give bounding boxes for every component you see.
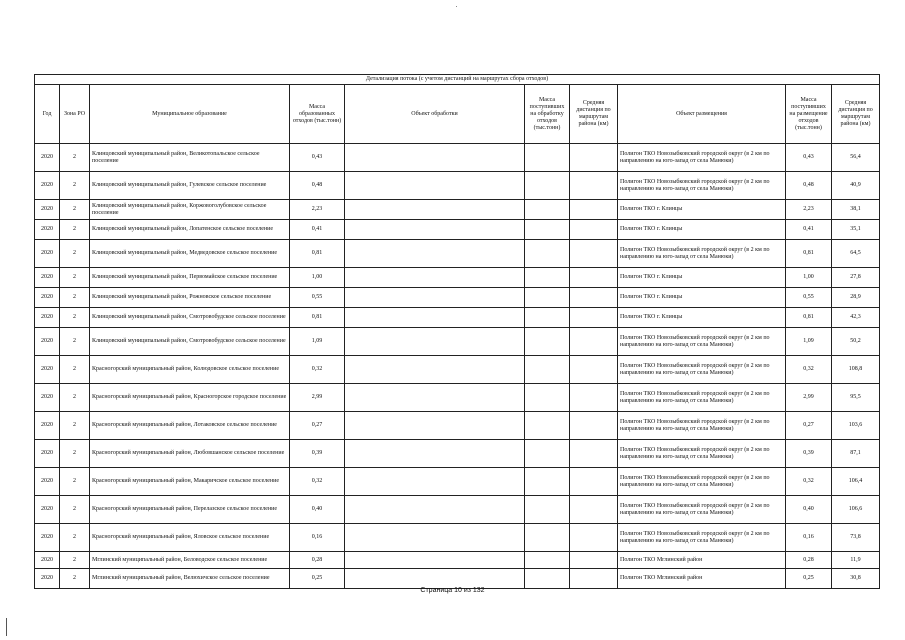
cell-mass-to-placement: 0,40 <box>786 496 832 524</box>
cell-year: 2020 <box>35 328 60 356</box>
cell-zone: 2 <box>60 496 90 524</box>
table-row <box>35 240 880 268</box>
cell-avg-distance-placement: 108,8 <box>832 356 880 384</box>
table-row <box>35 288 880 308</box>
cell-year: 2020 <box>35 172 60 200</box>
cell-mass-to-processing <box>525 552 570 569</box>
cell-year: 2020 <box>35 144 60 172</box>
cell-mass-generated: 2,23 <box>290 200 345 220</box>
header-zone: Зона РО <box>60 85 90 144</box>
cell-avg-distance-processing <box>570 356 618 384</box>
cell-avg-distance-placement: 103,6 <box>832 412 880 440</box>
cell-year: 2020 <box>35 552 60 569</box>
cell-placement-object: Полигон ТКО Новозыбковский городской округ (в 2 км по направлению на юго-запад от села Манюки) <box>618 384 786 412</box>
cell-placement-object: Полигон ТКО Новозыбковский городской округ (в 2 км по направлению на юго-запад от села Манюки) <box>618 412 786 440</box>
cell-placement-object: Полигон ТКО Новозыбковский городской округ (в 2 км по направлению на юго-запад от села Манюки) <box>618 328 786 356</box>
cell-zone: 2 <box>60 569 90 589</box>
cell-municipality: Красногорский муниципальный район, Колюдовское сельское поселение <box>90 356 290 384</box>
cell-year: 2020 <box>35 200 60 220</box>
cell-mass-to-processing <box>525 468 570 496</box>
cell-mass-to-placement: 0,27 <box>786 412 832 440</box>
cell-zone: 2 <box>60 220 90 240</box>
cell-placement-object: Полигон ТКО Новозыбковский городской округ (в 2 км по направлению на юго-запад от села Манюки) <box>618 240 786 268</box>
cell-zone: 2 <box>60 172 90 200</box>
cell-zone: 2 <box>60 200 90 220</box>
cell-placement-object: Полигон ТКО Мглинский район <box>618 552 786 569</box>
cell-municipality: Клинцовский муниципальный район, Смотровобудское сельское поселение <box>90 328 290 356</box>
cell-mass-generated: 0,32 <box>290 356 345 384</box>
cell-placement-object: Полигон ТКО г. Клинцы <box>618 220 786 240</box>
cell-municipality: Красногорский муниципальный район, Красногорское городское поселение <box>90 384 290 412</box>
cell-mass-generated: 0,39 <box>290 440 345 468</box>
scan-edge-mark <box>6 618 7 636</box>
cell-processing-object <box>345 552 525 569</box>
cell-processing-object <box>345 328 525 356</box>
cell-avg-distance-placement: 64,5 <box>832 240 880 268</box>
cell-year: 2020 <box>35 496 60 524</box>
cell-mass-generated: 0,48 <box>290 172 345 200</box>
cell-mass-generated: 0,81 <box>290 308 345 328</box>
cell-avg-distance-processing <box>570 308 618 328</box>
cell-processing-object <box>345 172 525 200</box>
cell-mass-to-placement: 0,39 <box>786 440 832 468</box>
cell-placement-object: Полигон ТКО Новозыбковский городской округ (в 2 км по направлению на юго-запад от села Манюки) <box>618 144 786 172</box>
cell-placement-object: Полигон ТКО Новозыбковский городской округ (в 2 км по направлению на юго-запад от села Манюки) <box>618 356 786 384</box>
table-row <box>35 496 880 524</box>
cell-municipality: Клинцовский муниципальный район, Рожновское сельское поселение <box>90 288 290 308</box>
header-municipality: Муниципальное образование <box>90 85 290 144</box>
table-body <box>35 144 880 589</box>
cell-processing-object <box>345 524 525 552</box>
cell-avg-distance-placement: 27,8 <box>832 268 880 288</box>
table-row <box>35 328 880 356</box>
cell-mass-to-placement: 1,00 <box>786 268 832 288</box>
cell-mass-generated: 0,32 <box>290 468 345 496</box>
cell-mass-generated: 0,81 <box>290 240 345 268</box>
cell-placement-object: Полигон ТКО Новозыбковский городской округ (в 2 км по направлению на юго-запад от села Манюки) <box>618 524 786 552</box>
cell-mass-to-placement: 0,28 <box>786 552 832 569</box>
cell-processing-object <box>345 356 525 384</box>
cell-zone: 2 <box>60 552 90 569</box>
cell-mass-to-placement: 0,81 <box>786 308 832 328</box>
cell-mass-generated: 0,40 <box>290 496 345 524</box>
table-row <box>35 440 880 468</box>
cell-processing-object <box>345 288 525 308</box>
cell-avg-distance-placement: 28,9 <box>832 288 880 308</box>
cell-municipality: Клинцовский муниципальный район, Медведовское сельское поселение <box>90 240 290 268</box>
cell-year: 2020 <box>35 524 60 552</box>
cell-zone: 2 <box>60 440 90 468</box>
cell-municipality: Красногорский муниципальный район, Лотаковское сельское поселение <box>90 412 290 440</box>
cell-zone: 2 <box>60 240 90 268</box>
cell-mass-generated: 0,28 <box>290 552 345 569</box>
cell-mass-to-processing <box>525 384 570 412</box>
table-row <box>35 172 880 200</box>
cell-municipality: Мглинский муниципальный район, Велюхичское сельское поселение <box>90 569 290 589</box>
cell-processing-object <box>345 569 525 589</box>
cell-avg-distance-processing <box>570 220 618 240</box>
header-avg-distance-placement: Средняя дистанция по маршрутам района (км) <box>832 85 880 144</box>
cell-mass-generated: 0,16 <box>290 524 345 552</box>
cell-mass-to-placement: 0,25 <box>786 569 832 589</box>
cell-zone: 2 <box>60 384 90 412</box>
table-row <box>35 468 880 496</box>
cell-mass-to-placement: 0,32 <box>786 468 832 496</box>
table-row <box>35 220 880 240</box>
cell-avg-distance-processing <box>570 412 618 440</box>
cell-placement-object: Полигон ТКО Новозыбковский городской округ (в 2 км по направлению на юго-запад от села Манюки) <box>618 468 786 496</box>
cell-municipality: Мглинский муниципальный район, Беловодское сельское поселение <box>90 552 290 569</box>
cell-avg-distance-placement: 30,8 <box>832 569 880 589</box>
cell-avg-distance-placement: 73,8 <box>832 524 880 552</box>
cell-mass-to-placement: 0,43 <box>786 144 832 172</box>
cell-mass-generated: 0,27 <box>290 412 345 440</box>
header-placement-object: Объект размещения <box>618 85 786 144</box>
table-caption: Детализация потока (с учетом дистанций на маршрутах сбора отходов) <box>35 75 880 85</box>
cell-processing-object <box>345 240 525 268</box>
cell-avg-distance-processing <box>570 552 618 569</box>
cell-municipality: Красногорский муниципальный район, Любовшанское сельское поселение <box>90 440 290 468</box>
cell-avg-distance-processing <box>570 240 618 268</box>
cell-mass-to-placement: 0,48 <box>786 172 832 200</box>
cell-zone: 2 <box>60 144 90 172</box>
cell-mass-to-processing <box>525 268 570 288</box>
cell-mass-to-placement: 0,41 <box>786 220 832 240</box>
cell-processing-object <box>345 144 525 172</box>
cell-avg-distance-processing <box>570 268 618 288</box>
table-row <box>35 308 880 328</box>
cell-avg-distance-processing <box>570 144 618 172</box>
cell-avg-distance-placement: 38,1 <box>832 200 880 220</box>
cell-zone: 2 <box>60 308 90 328</box>
cell-avg-distance-placement: 87,1 <box>832 440 880 468</box>
table-row <box>35 524 880 552</box>
cell-year: 2020 <box>35 384 60 412</box>
cell-placement-object: Полигон ТКО г. Клинцы <box>618 268 786 288</box>
cell-zone: 2 <box>60 288 90 308</box>
cell-mass-to-processing <box>525 496 570 524</box>
cell-mass-to-processing <box>525 328 570 356</box>
cell-processing-object <box>345 268 525 288</box>
cell-mass-to-placement: 0,81 <box>786 240 832 268</box>
cell-mass-to-processing <box>525 308 570 328</box>
cell-mass-to-processing <box>525 200 570 220</box>
cell-avg-distance-placement: 40,9 <box>832 172 880 200</box>
cell-zone: 2 <box>60 412 90 440</box>
cell-mass-to-placement: 0,32 <box>786 356 832 384</box>
cell-mass-to-processing <box>525 240 570 268</box>
table-row <box>35 356 880 384</box>
table-row <box>35 552 880 569</box>
cell-avg-distance-processing <box>570 288 618 308</box>
cell-municipality: Красногорский муниципальный район, Макаричское сельское поселение <box>90 468 290 496</box>
cell-mass-to-processing <box>525 356 570 384</box>
table-row <box>35 569 880 589</box>
cell-placement-object: Полигон ТКО г. Клинцы <box>618 200 786 220</box>
header-mass-to-processing: Масса поступивших на обработку отходов (тыс.тонн) <box>525 85 570 144</box>
cell-zone: 2 <box>60 328 90 356</box>
cell-avg-distance-processing <box>570 524 618 552</box>
cell-placement-object: Полигон ТКО Новозыбковский городской округ (в 2 км по направлению на юго-запад от села Манюки) <box>618 496 786 524</box>
header-mass-to-placement: Масса поступивших на размещение отходов (тыс.тонн) <box>786 85 832 144</box>
cell-placement-object: Полигон ТКО г. Клинцы <box>618 288 786 308</box>
cell-mass-to-placement: 2,23 <box>786 200 832 220</box>
cell-avg-distance-processing <box>570 468 618 496</box>
table-row <box>35 144 880 172</box>
cell-mass-to-placement: 0,16 <box>786 524 832 552</box>
cell-zone: 2 <box>60 356 90 384</box>
cell-mass-generated: 1,00 <box>290 268 345 288</box>
cell-municipality: Клинцовский муниципальный район, Первомайское сельское поселение <box>90 268 290 288</box>
cell-municipality: Клинцовский муниципальный район, Коржовоголубовское сельское поселение <box>90 200 290 220</box>
cell-year: 2020 <box>35 569 60 589</box>
cell-avg-distance-placement: 56,4 <box>832 144 880 172</box>
cell-zone: 2 <box>60 468 90 496</box>
cell-avg-distance-placement: 11,9 <box>832 552 880 569</box>
cell-placement-object: Полигон ТКО Новозыбковский городской округ (в 2 км по направлению на юго-запад от села Манюки) <box>618 172 786 200</box>
cell-avg-distance-placement: 106,6 <box>832 496 880 524</box>
cell-year: 2020 <box>35 356 60 384</box>
cell-mass-generated: 1,09 <box>290 328 345 356</box>
cell-mass-generated: 0,55 <box>290 288 345 308</box>
header-avg-distance-processing: Средняя дистанция по маршрутам района (км) <box>570 85 618 144</box>
cell-year: 2020 <box>35 240 60 268</box>
cell-mass-to-placement: 0,55 <box>786 288 832 308</box>
scan-speck <box>456 6 457 7</box>
cell-avg-distance-processing <box>570 328 618 356</box>
cell-mass-to-processing <box>525 524 570 552</box>
cell-municipality: Клинцовский муниципальный район, Смотровобудское сельское поселение <box>90 308 290 328</box>
cell-processing-object <box>345 384 525 412</box>
cell-avg-distance-placement: 106,4 <box>832 468 880 496</box>
header-mass-generated: Масса образованных отходов (тыс.тонн) <box>290 85 345 144</box>
header-processing-object: Объект обработки <box>345 85 525 144</box>
table-row <box>35 384 880 412</box>
cell-avg-distance-processing <box>570 496 618 524</box>
cell-year: 2020 <box>35 220 60 240</box>
cell-placement-object: Полигон ТКО г. Клинцы <box>618 308 786 328</box>
cell-mass-generated: 0,41 <box>290 220 345 240</box>
cell-mass-to-processing <box>525 412 570 440</box>
cell-avg-distance-placement: 50,2 <box>832 328 880 356</box>
cell-municipality: Красногорский муниципальный район, Перелазское сельское поселение <box>90 496 290 524</box>
cell-mass-to-processing <box>525 144 570 172</box>
cell-placement-object: Полигон ТКО Новозыбковский городской округ (в 2 км по направлению на юго-запад от села Манюки) <box>618 440 786 468</box>
cell-processing-object <box>345 308 525 328</box>
cell-zone: 2 <box>60 268 90 288</box>
cell-mass-generated: 2,99 <box>290 384 345 412</box>
cell-avg-distance-placement: 42,3 <box>832 308 880 328</box>
cell-municipality: Красногорский муниципальный район, Яловское сельское поселение <box>90 524 290 552</box>
cell-processing-object <box>345 220 525 240</box>
table-row <box>35 268 880 288</box>
page-number: Страница 10 из 132 <box>420 587 485 594</box>
cell-mass-to-processing <box>525 220 570 240</box>
cell-mass-to-processing <box>525 569 570 589</box>
cell-processing-object <box>345 200 525 220</box>
cell-year: 2020 <box>35 440 60 468</box>
header-year: Год <box>35 85 60 144</box>
cell-zone: 2 <box>60 524 90 552</box>
flow-detail-table-container <box>34 74 879 589</box>
cell-year: 2020 <box>35 412 60 440</box>
cell-avg-distance-placement: 35,1 <box>832 220 880 240</box>
cell-avg-distance-processing <box>570 200 618 220</box>
cell-year: 2020 <box>35 468 60 496</box>
cell-processing-object <box>345 496 525 524</box>
cell-mass-to-placement: 1,09 <box>786 328 832 356</box>
cell-year: 2020 <box>35 308 60 328</box>
cell-mass-to-processing <box>525 440 570 468</box>
cell-avg-distance-processing <box>570 440 618 468</box>
cell-processing-object <box>345 412 525 440</box>
cell-avg-distance-processing <box>570 569 618 589</box>
cell-processing-object <box>345 468 525 496</box>
cell-mass-to-processing <box>525 172 570 200</box>
cell-mass-generated: 0,43 <box>290 144 345 172</box>
table-row <box>35 200 880 220</box>
cell-municipality: Клинцовский муниципальный район, Лопатенское сельское поселение <box>90 220 290 240</box>
cell-avg-distance-processing <box>570 172 618 200</box>
cell-avg-distance-processing <box>570 384 618 412</box>
cell-mass-to-processing <box>525 288 570 308</box>
cell-year: 2020 <box>35 268 60 288</box>
cell-municipality: Клинцовский муниципальный район, Великотопальское сельское поселение <box>90 144 290 172</box>
cell-placement-object: Полигон ТКО Мглинский район <box>618 569 786 589</box>
cell-avg-distance-placement: 95,5 <box>832 384 880 412</box>
cell-mass-generated: 0,25 <box>290 569 345 589</box>
cell-year: 2020 <box>35 288 60 308</box>
flow-detail-table <box>34 74 880 589</box>
cell-municipality: Клинцовский муниципальный район, Гулевское сельское поселение <box>90 172 290 200</box>
cell-mass-to-placement: 2,99 <box>786 384 832 412</box>
cell-processing-object <box>345 440 525 468</box>
table-row <box>35 412 880 440</box>
